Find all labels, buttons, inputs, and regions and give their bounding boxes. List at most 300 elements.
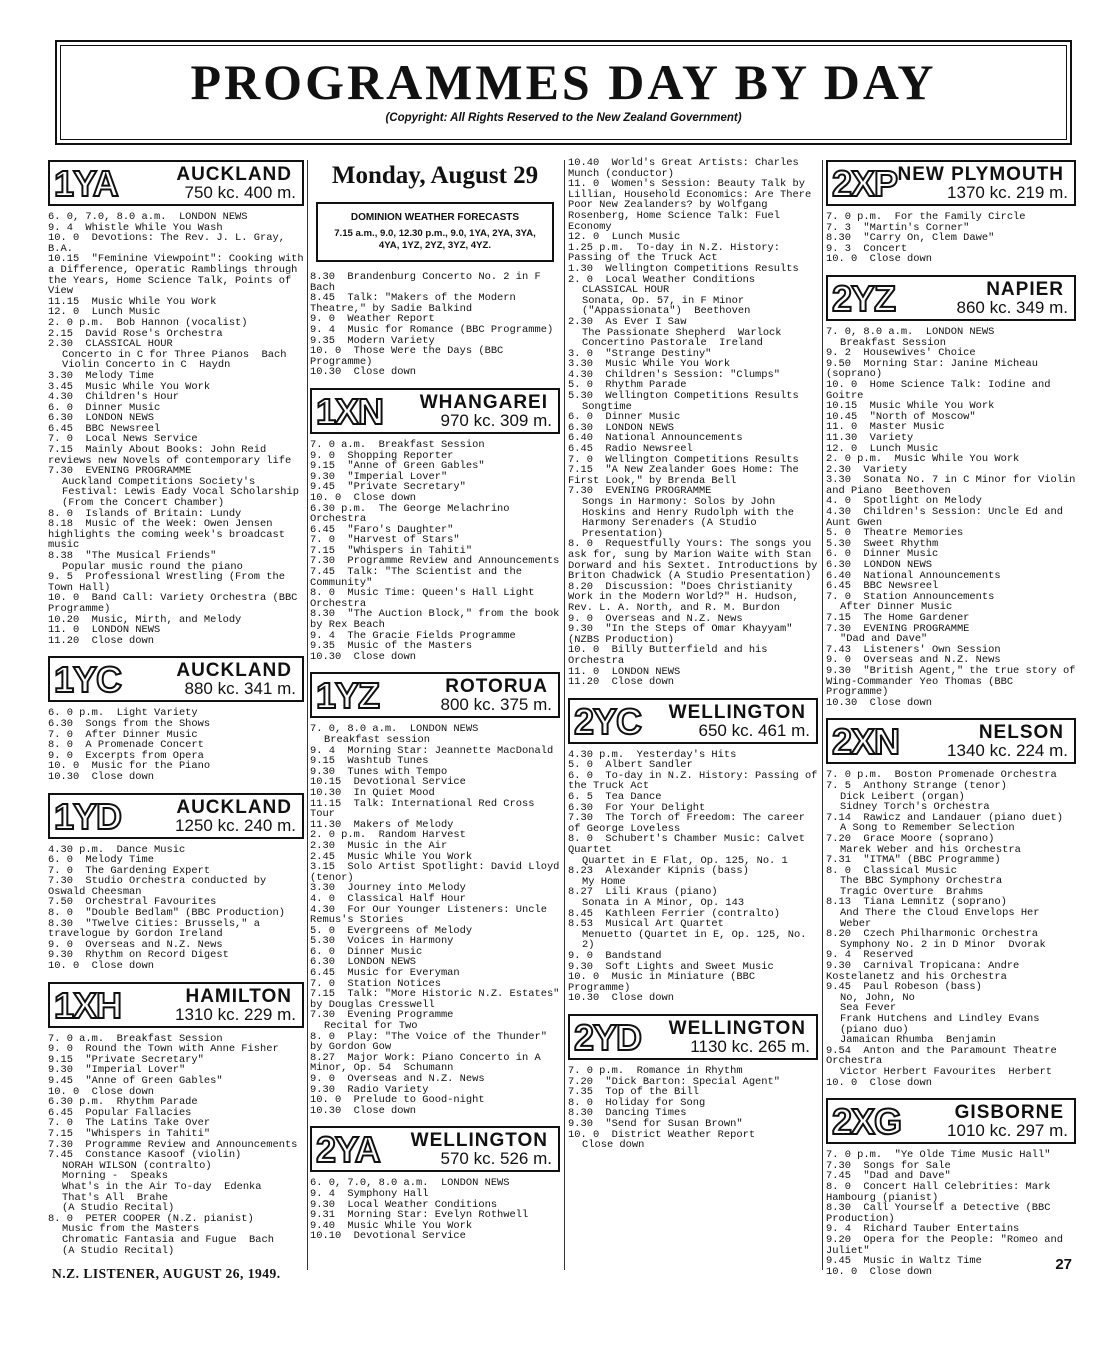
programme-line: 4. 0 Spotlight on Melody bbox=[826, 495, 982, 508]
programme-line: 8.30 Call Yourself a Detective (BBC Production) bbox=[826, 1202, 1057, 1225]
programme-line: 7. 0, 8.0 a.m. LONDON NEWS bbox=[826, 325, 995, 338]
station-header bbox=[310, 672, 560, 718]
programme-line: 8. 0 PETER COOPER (N.Z. pianist) bbox=[48, 1212, 254, 1225]
station-city: AUCKLAND bbox=[176, 796, 292, 818]
programme-line: Auckland Competitions Society's Festival: Lewis Eady Vocal Scholarship (From the Concert Chamber) bbox=[62, 475, 306, 510]
programme-line: 3.30 Sonata No. 7 in C Minor for Violin and Piano Beethoven bbox=[826, 474, 1082, 497]
programme-line: 6.30 LONDON NEWS bbox=[568, 421, 675, 434]
programme-line: 10.30 In Quiet Mood bbox=[310, 786, 435, 799]
programme-line: Breakfast Session bbox=[840, 336, 947, 349]
station-header bbox=[310, 388, 560, 434]
programme-line: 9.50 Morning Star: Janine Micheau (soprano) bbox=[826, 357, 1045, 381]
programme-line: 11.30 Variety bbox=[826, 431, 914, 444]
programme-line: 9.31 Morning Star: Evelyn Rothwell bbox=[310, 1209, 529, 1222]
programme-line: 3.45 Music While You Work bbox=[48, 380, 211, 393]
programme-line: 9. 4 Morning Star: Jeannette MacDonald bbox=[310, 744, 554, 757]
programme-line: 2.30 CLASSICAL HOUR bbox=[48, 338, 173, 351]
programme-line: 9.30 "Send for Susan Brown" bbox=[568, 1117, 743, 1130]
programme-line: 6.45 BBC Newsreel bbox=[48, 422, 161, 435]
programme-line: 9.45 Paul Robeson (bass) bbox=[826, 981, 982, 994]
station-block bbox=[568, 1014, 818, 1151]
programme-line: 9.30 Local Weather Conditions bbox=[310, 1198, 498, 1211]
programme-line: 7. 5 Anthony Strange (tenor) bbox=[826, 779, 1007, 792]
programme-line: 9. 0 Overseas and N.Z. News bbox=[826, 654, 1001, 667]
station-header bbox=[48, 982, 304, 1028]
programme-line: 3.30 Music While You Work bbox=[568, 358, 731, 371]
programme-line: 10. 0 Billy Butterfield and his Orchestra bbox=[568, 644, 774, 667]
programme-line: 8.18 Music of the Week: Owen Jensen highlights the coming week's broadcast music bbox=[48, 518, 292, 552]
programme-line: 7.30 Programme Review and Announcements bbox=[310, 555, 560, 568]
station-call-sign: 1YA bbox=[54, 163, 118, 204]
programme-line: 8. 0 "Double Bedlam" (BBC Production) bbox=[48, 907, 285, 920]
programme-line: Tragic Overture Brahms bbox=[840, 885, 984, 898]
programme-line: 7. 0 Station Notices bbox=[310, 977, 441, 990]
column-2 bbox=[310, 158, 566, 1243]
programme-line: 8. 0 Islands of Britain: Lundy bbox=[48, 507, 242, 520]
programme-line: 7. 0 p.m. "Ye Olde Time Music Hall" bbox=[826, 1149, 1051, 1162]
programme-line: 10. 0 Home Science Talk: Iodine and Goitre bbox=[826, 378, 1057, 402]
programme-line: 12. 0 Lunch Music bbox=[568, 231, 681, 244]
programme-line: 9.30 Tunes with Tempo bbox=[310, 765, 448, 778]
station-frequency: 1310 kc. 229 m. bbox=[175, 1004, 296, 1024]
programme-line: 9.15 "Anne of Green Gables" bbox=[310, 460, 485, 473]
programme-line: 7.45 Talk: "The Scientist and the Community" bbox=[310, 566, 529, 589]
programme-line: 4.30 Children's Hour bbox=[48, 391, 179, 404]
programme-line: 10. 0 Close down bbox=[826, 253, 933, 266]
day-title: Monday, August 29 bbox=[331, 162, 539, 189]
programme-line: 10. 0 Music in Miniature (BBC Programme) bbox=[568, 971, 762, 994]
station-city: NEW PLYMOUTH bbox=[897, 164, 1064, 185]
programme-line: 6. 0 Dinner Music bbox=[826, 548, 939, 561]
programme-line: 9.35 Modern Variety bbox=[310, 334, 435, 347]
column-divider bbox=[307, 160, 308, 1270]
station-frequency: 1340 kc. 224 m. bbox=[947, 741, 1068, 761]
programme-line: After Dinner Music bbox=[840, 601, 953, 614]
station-header bbox=[48, 160, 304, 206]
programme-line: 8.20 Czech Philharmonic Orchestra bbox=[826, 928, 1039, 941]
programme-line: 2.30 As Ever I Saw bbox=[568, 315, 687, 328]
column-1 bbox=[48, 158, 310, 1257]
programme-line: 6.30 LONDON NEWS bbox=[310, 956, 417, 969]
station-frequency: 750 kc. 400 m. bbox=[184, 183, 296, 202]
programme-line: 7. 0 Station Announcements bbox=[826, 590, 995, 603]
programme-line: Concertino Pastorale Ireland bbox=[582, 337, 763, 350]
programme-line: 10.15 "Feminine Viewpoint": Cooking with a Difference, Operatic Ramblings through the Years, Home Science Talk, Points of View bbox=[48, 253, 310, 298]
programme-line: Songtime bbox=[582, 400, 632, 413]
station-header bbox=[48, 793, 304, 839]
programme-line: 6. 0 Melody Time bbox=[48, 854, 155, 867]
page-number: 27 bbox=[1055, 1256, 1072, 1273]
station-block bbox=[48, 793, 304, 972]
programme-line: 7. 3 "Martin's Corner" bbox=[826, 221, 970, 234]
programme-line: 2. 0 p.m. Random Harvest bbox=[310, 829, 466, 842]
programme-line: 6.45 BBC Newsreel bbox=[826, 580, 939, 593]
programme-line: 2.30 Music in the Air bbox=[310, 839, 448, 852]
programme-line: 7.30 Studio Orchestra conducted by Oswald Cheesman bbox=[48, 875, 273, 898]
programme-line: Marek Weber and his Orchestra bbox=[840, 843, 1021, 856]
programme-line: 6.45 Popular Fallacies bbox=[48, 1106, 192, 1119]
programme-line: My Home bbox=[582, 875, 626, 888]
programme-line: The Passionate Shepherd Warlock bbox=[582, 326, 782, 339]
programme-line: 7.14 Rawicz and Landauer (piano duet) bbox=[826, 811, 1063, 824]
programme-line: NORAH WILSON (contralto) bbox=[62, 1159, 212, 1172]
programme-line: 6.30 Songs from the Shows bbox=[48, 717, 211, 730]
station-call-sign: 1YD bbox=[54, 795, 122, 837]
station-city: AUCKLAND bbox=[176, 164, 292, 185]
programme-line: Violin Concerto in C Haydn bbox=[62, 359, 231, 372]
programme-line: 10. 0 Close down bbox=[826, 1076, 933, 1089]
page-title: PROGRAMMES DAY BY DAY bbox=[190, 54, 937, 110]
programme-line: 4.30 p.m. Dance Music bbox=[48, 843, 186, 856]
programme-line: 4.30 Children's Session: "Clumps" bbox=[568, 368, 781, 381]
programme-line: 6.45 "Faro's Daughter" bbox=[310, 523, 454, 536]
programme-line: 9.20 Opera for the People: "Romeo and Juliet" bbox=[826, 1233, 1070, 1257]
station-frequency: 860 kc. 349 m. bbox=[956, 297, 1068, 317]
station-frequency: 1370 kc. 219 m. bbox=[947, 183, 1068, 202]
station-header bbox=[826, 1098, 1076, 1144]
programme-line: 8.30 "Carry On, Clem Dawe" bbox=[826, 232, 995, 245]
programme-line: 9. 4 Richard Tauber Entertains bbox=[826, 1223, 1020, 1236]
programme-line: 8. 0 Music Time: Queen's Hall Light Orchestra bbox=[310, 587, 541, 610]
programme-line: 10.15 Music While You Work bbox=[826, 400, 995, 413]
programme-line: Breakfast session bbox=[324, 734, 431, 746]
programme-line: 7.15 "Whispers in Tahiti" bbox=[310, 544, 473, 557]
station-frequency: 1010 kc. 297 m. bbox=[947, 1121, 1068, 1141]
programme-line: 8.13 Tiana Lemnitz (soprano) bbox=[826, 896, 1007, 909]
programme-line: 7.30 EVENING PROGRAMME bbox=[826, 622, 970, 635]
programme-line: 9. 0 Overseas and N.Z. News bbox=[568, 612, 743, 625]
station-header bbox=[826, 160, 1076, 206]
station-city: NELSON bbox=[978, 722, 1064, 744]
programme-line: 10. 0 Those Were the Days (BBC Programme) bbox=[310, 345, 510, 368]
programme-line: 8.27 Lili Kraus (piano) bbox=[568, 886, 718, 899]
programme-line: 7.45 Constance Kasoof (violin) bbox=[48, 1149, 242, 1162]
programme-line: 11.20 Close down bbox=[48, 634, 155, 647]
programme-line: 7.30 The Torch of Freedom: The career of George Loveless bbox=[568, 812, 812, 835]
station-city: WELLINGTON bbox=[668, 1017, 806, 1039]
station-block bbox=[48, 982, 304, 1256]
programme-line: 8.53 Musical Art Quartet bbox=[568, 918, 724, 931]
programme-line: 10.30 Close down bbox=[310, 650, 417, 663]
programme-line: 1.30 Wellington Competitions Results bbox=[568, 262, 799, 275]
programme-line: 7.30 Songs for Sale bbox=[826, 1159, 951, 1172]
programme-line: 9. 0 Overseas and N.Z. News bbox=[48, 938, 223, 951]
programme-line: 8. 0 Holiday for Song bbox=[568, 1096, 706, 1109]
programme-line: 6.45 Radio Newsreel bbox=[568, 443, 693, 456]
programme-line: 6. 0 To-day in N.Z. History: Passing of the Truck Act bbox=[568, 769, 824, 793]
programme-line: 10.20 Music, Mirth, and Melody bbox=[48, 613, 242, 626]
programme-line: 11.30 Makers of Melody bbox=[310, 818, 454, 831]
programme-line: 7.30 EVENING PROGRAMME bbox=[48, 465, 192, 478]
programme-line: 3. 0 "Strange Destiny" bbox=[568, 347, 712, 360]
station-city: GISBORNE bbox=[954, 1102, 1064, 1124]
programme-line: 8. 0 Requestfully Yours: The songs you ask for, sung by Marion Waite with Stan Dorward and his Sextet. Introductions by Briton Chadwick (A Studio Presentation) bbox=[568, 538, 824, 583]
programme-line: 8.30 Brandenburg Concerto No. 2 in F Bach bbox=[310, 271, 554, 294]
station-block bbox=[310, 1126, 560, 1242]
station-block bbox=[826, 1098, 1076, 1277]
programme-line: 7. 0 "Harvest of Stars" bbox=[310, 534, 460, 547]
programme-line: 6. 5 Tea Dance bbox=[568, 791, 662, 804]
programme-line: Symphony No. 2 in D Minor Dvorak bbox=[840, 938, 1046, 951]
programme-line: And There the Cloud Envelops Her Weber bbox=[840, 907, 1053, 930]
programme-line: 11. 0 LONDON NEWS bbox=[568, 665, 681, 678]
programme-line: 6.30 p.m. Rhythm Parade bbox=[48, 1096, 198, 1109]
programme-line: 7.20 "Dick Barton: Special Agent" bbox=[568, 1075, 781, 1088]
programme-line: 9.45 "Private Secretary" bbox=[310, 481, 466, 494]
programme-line: 9. 2 Housewives' Choice bbox=[826, 347, 976, 360]
programme-line: 3.15 Solo Artist Spotlight: David Lloyd (tenor) bbox=[310, 861, 566, 884]
programme-line: 5. 0 Albert Sandler bbox=[568, 759, 693, 772]
station-frequency: 650 kc. 461 m. bbox=[698, 720, 810, 740]
programme-line: 8. 0 Play: "The Voice of the Thunder" by Gordon Gow bbox=[310, 1030, 554, 1054]
programme-line: 8.45 Talk: "Makers of the Modern Theatre," by Sadie Balkind bbox=[310, 292, 523, 315]
programme-line: 6.30 LONDON NEWS bbox=[826, 559, 933, 572]
programme-line: 7.43 Listeners' Own Session bbox=[826, 643, 1001, 656]
programme-line: 7.31 "ITMA" (BBC Programme) bbox=[826, 854, 1001, 867]
station-call-sign: 2YA bbox=[316, 1129, 380, 1171]
programme-line: 9.45 Music in Waltz Time bbox=[826, 1255, 982, 1268]
programme-line: 2.15 David Rose's Orchestra bbox=[48, 327, 223, 340]
station-city: ROTORUA bbox=[445, 676, 548, 698]
programme-line: 10. 0 Close down bbox=[48, 960, 155, 973]
programme-line: 7.15 Mainly About Books: John Reid reviews new Novels of contemporary life bbox=[48, 444, 292, 467]
programme-line: 7. 0 The Gardening Expert bbox=[48, 864, 211, 877]
programme-line: 8.38 "The Musical Friends" bbox=[48, 550, 217, 562]
station-header bbox=[826, 718, 1076, 764]
programme-line: 8.30 "Twelve Cities: Brussels," a travelogue by Gordon Ireland bbox=[48, 917, 267, 941]
programme-line: 7. 0 Local News Service bbox=[48, 433, 198, 446]
programme-line: 2.30 Variety bbox=[826, 463, 908, 476]
programme-line: 6.30 LONDON NEWS bbox=[48, 412, 155, 425]
programme-line: What's in the Air To-day Edenka bbox=[62, 1180, 262, 1193]
masthead bbox=[55, 40, 1072, 145]
column-divider bbox=[564, 160, 565, 1270]
programme-line: 11. 0 Women's Session: Beauty Talk by Lillian, Household Economics: Are There Poor New Zealanders? by Wolfgang Rosenberg, Home Science Talk: Fuel Economy bbox=[568, 178, 818, 233]
programme-line: 4.30 For Our Younger Listeners: Uncle Remus's Stories bbox=[310, 903, 554, 927]
programme-line: 10.45 "North of Moscow" bbox=[826, 410, 976, 423]
programme-line: 11. 0 Master Music bbox=[826, 421, 945, 434]
copyright-notice: (Copyright: All Rights Reserved to the New Zealand Government) bbox=[385, 112, 742, 124]
programme-line: 7. 0 a.m. Breakfast Session bbox=[310, 438, 485, 451]
programme-line: 6. 0, 7.0, 8.0 a.m. LONDON NEWS bbox=[310, 1177, 510, 1190]
programme-line: Sea Fever bbox=[840, 1002, 897, 1015]
station-block bbox=[826, 275, 1082, 709]
programme-line: (A Studio Recital) bbox=[62, 1244, 175, 1257]
programme-line: 7.15 Talk: "More Historic N.Z. Estates" by Douglas Cresswell bbox=[310, 988, 566, 1011]
programme-line: 3.30 Journey into Melody bbox=[310, 882, 466, 895]
station-city: HAMILTON bbox=[185, 985, 292, 1007]
programme-line: Frank Hutchens and Lindley Evans (piano duo) bbox=[840, 1013, 1046, 1036]
programme-line: 6. 0, 7.0, 8.0 a.m. LONDON NEWS bbox=[48, 211, 248, 223]
station-call-sign: 2XN bbox=[832, 721, 900, 763]
programme-line: 9. 3 Concert bbox=[826, 242, 908, 255]
programme-line: 10. 0 Close down bbox=[310, 491, 417, 504]
programme-line: Chromatic Fantasia and Fugue Bach bbox=[62, 1233, 275, 1246]
programme-line: 10. 0 Music for the Piano bbox=[48, 760, 211, 773]
station-call-sign: 2XP bbox=[832, 163, 898, 204]
station-header bbox=[568, 698, 818, 744]
programme-line: Victor Herbert Favourites Herbert bbox=[840, 1065, 1053, 1078]
programme-line: 2. 0 p.m. Bob Hannon (vocalist) bbox=[48, 316, 248, 329]
programme-line: 10.10 Devotional Service bbox=[310, 1230, 466, 1243]
programme-line: 10. 0 Devotions: The Rev. J. L. Gray, B.A. bbox=[48, 232, 292, 255]
programme-line: Close down bbox=[582, 1139, 645, 1152]
station-call-sign: 1YZ bbox=[316, 675, 380, 717]
programme-line: 8. 0 Concert Hall Celebrities: Mark Hambourg (pianist) bbox=[826, 1180, 1057, 1204]
programme-line: 9.30 "British Agent," the true story of Wing-Commander Yeo Thomas (BBC Programme) bbox=[826, 664, 1082, 699]
station-block bbox=[826, 718, 1076, 1088]
programme-line: 4. 0 Classical Half Hour bbox=[310, 892, 466, 905]
programme-line: 9.35 Music of the Masters bbox=[310, 640, 473, 653]
programme-line: 7.50 Orchestral Favourites bbox=[48, 896, 217, 909]
programme-line: 7.30 EVENING PROGRAMME bbox=[568, 485, 712, 498]
programme-line: 7. 0, 8.0 a.m. LONDON NEWS bbox=[310, 723, 479, 736]
programme-line: 11.15 Music While You Work bbox=[48, 295, 217, 308]
programme-line: 9. 0 Excerpts from Opera bbox=[48, 749, 204, 762]
programme-line: Dick Leibert (organ) bbox=[840, 790, 965, 803]
programme-line: 12. 0 Lunch Music bbox=[48, 306, 161, 319]
programme-line: 10.40 World's Great Artists: Charles Munch (conductor) bbox=[568, 157, 805, 180]
programme-line: 9. 0 Overseas and N.Z. News bbox=[310, 1073, 485, 1085]
programme-line: 10.30 Close down bbox=[310, 1104, 417, 1117]
station-block bbox=[568, 698, 824, 1005]
programme-line: 7.20 Grace Moore (soprano) bbox=[826, 832, 995, 845]
station-header bbox=[826, 275, 1076, 321]
station-frequency: 1250 kc. 240 m. bbox=[175, 815, 296, 835]
programme-line: 6.45 Music for Everyman bbox=[310, 967, 460, 980]
station-frequency: 1130 kc. 265 m. bbox=[690, 1036, 810, 1056]
station-frequency: 800 kc. 375 m. bbox=[440, 695, 552, 715]
programme-line: 8.30 "The Auction Block," from the book by Rex Beach bbox=[310, 608, 566, 632]
programme-line: No, John, No bbox=[840, 991, 915, 1004]
programme-line: 9. 4 Music for Romance (BBC Programme) bbox=[310, 323, 554, 336]
station-header bbox=[568, 1014, 818, 1060]
footer-publication: N.Z. LISTENER, AUGUST 26, 1949. bbox=[52, 1266, 281, 1281]
programme-line: 11.15 Talk: International Red Cross Tour bbox=[310, 797, 541, 821]
programme-line: 9.15 Washtub Tunes bbox=[310, 755, 429, 768]
station-city: WELLINGTON bbox=[410, 1130, 548, 1152]
programme-line: 7.30 Evening Programme bbox=[310, 1009, 454, 1022]
station-call-sign: 2XG bbox=[832, 1101, 902, 1143]
programme-line: 5. 0 Evergreens of Melody bbox=[310, 924, 473, 937]
station-header bbox=[48, 656, 304, 702]
programme-line: 9.40 Music While You Work bbox=[310, 1219, 473, 1232]
programme-line: 9. 0 Shopping Reporter bbox=[310, 449, 454, 462]
station-block bbox=[826, 160, 1076, 265]
programme-line: Quartet in E Flat, Op. 125, No. 1 bbox=[582, 854, 788, 867]
station-call-sign: 1YC bbox=[54, 659, 122, 701]
programme-line: 2. 0 Local Weather Conditions bbox=[568, 273, 756, 286]
programme-line: Sidney Torch's Orchestra bbox=[840, 801, 990, 814]
programme-line: 6.40 National Announcements bbox=[568, 432, 743, 445]
programme-line: 6.30 For Your Delight bbox=[568, 801, 706, 814]
programme-line: 6. 0 p.m. Light Variety bbox=[48, 707, 198, 720]
programme-line: 9.30 "In the Steps of Omar Khayyam" (NZBS Production) bbox=[568, 623, 799, 646]
programme-line: 5. 0 Theatre Memories bbox=[826, 527, 964, 540]
station-call-sign: 2YD bbox=[574, 1016, 642, 1058]
programme-line: 7.15 "Whispers in Tahiti" bbox=[48, 1127, 211, 1140]
programme-line: 10. 0 Prelude to Good-night bbox=[310, 1094, 485, 1107]
programme-line: 5.30 Sweet Rhythm bbox=[826, 537, 939, 550]
programme-line: That's All Brahe bbox=[62, 1191, 169, 1204]
programme-line: Sonata, Op. 57, in F Minor ("Appassionata") Beethoven bbox=[582, 294, 751, 318]
station-call-sign: 2YC bbox=[574, 700, 642, 742]
station-frequency: 970 kc. 309 m. bbox=[440, 410, 552, 430]
station-city: NAPIER bbox=[986, 278, 1064, 300]
programme-line: Popular music round the piano bbox=[62, 560, 243, 573]
station-header bbox=[310, 1126, 560, 1172]
programme-line: The BBC Symphony Orchestra bbox=[840, 875, 1003, 888]
programme-line: Jamaican Rhumba Benjamin bbox=[840, 1034, 996, 1047]
programme-line: Music from the Masters bbox=[62, 1223, 200, 1236]
programme-line: 8. 0 Classical Music bbox=[826, 864, 957, 877]
programme-line: 10.30 Close down bbox=[310, 366, 417, 379]
programme-line: 9.15 "Private Secretary" bbox=[48, 1053, 204, 1066]
continued-listings bbox=[310, 272, 560, 378]
programme-line: Menuetto (Quartet in E, Op. 125, No. 2) bbox=[582, 928, 813, 952]
programme-line: 3.30 Melody Time bbox=[48, 369, 155, 382]
programme-line: 10. 0 Close down bbox=[48, 1085, 155, 1098]
programme-line: 2. 0 p.m. Music While You Work bbox=[826, 453, 1020, 466]
programme-line: Recital for Two bbox=[324, 1020, 418, 1033]
programme-line: 9.54 Anton and the Paramount Theatre Orchestra bbox=[826, 1044, 1063, 1068]
station-block bbox=[48, 656, 304, 782]
column-4 bbox=[826, 158, 1082, 1278]
programme-line: 9. 0 Bandstand bbox=[568, 949, 662, 962]
weather-text: 7.15 a.m., 9.0, 12.30 p.m., 9.0, 1YA, 2YA, 3YA, 4YA, 1YZ, 2YZ, 3YZ, 4YZ. bbox=[334, 228, 536, 251]
programme-line: 10.30 Close down bbox=[568, 992, 675, 1005]
programme-line: 9.30 "Imperial Lover" bbox=[310, 470, 448, 483]
programme-line: 1.25 p.m. To-day in N.Z. History: Passing of the Truck Act bbox=[568, 241, 787, 265]
programme-line: 7.15 The Home Gardener bbox=[826, 612, 970, 624]
station-call-sign: 1XN bbox=[316, 390, 384, 432]
programme-line: 8. 0 A Promenade Concert bbox=[48, 739, 204, 752]
station-city: WHANGAREI bbox=[419, 391, 548, 413]
column-divider bbox=[822, 160, 823, 1270]
programme-line: 10.30 Close down bbox=[48, 770, 155, 783]
programme-line: 10.15 Devotional Service bbox=[310, 776, 466, 789]
programme-line: Sonata in A Minor, Op. 143 bbox=[582, 897, 745, 909]
station-call-sign: 1XH bbox=[54, 984, 122, 1026]
programme-line: 9.30 Carnival Tropicana: Andre Kostelanetz and his Orchestra bbox=[826, 960, 1026, 983]
programme-line: 6.30 p.m. The George Melachrino Orchestra bbox=[310, 502, 516, 526]
station-frequency: 570 kc. 526 m. bbox=[440, 1149, 552, 1169]
programme-line: CLASSICAL HOUR bbox=[582, 284, 670, 297]
programme-line: 7. 0 a.m. Breakfast Session bbox=[48, 1032, 223, 1045]
programme-line: 6. 0 Dinner Music bbox=[310, 945, 423, 958]
programme-line: "Dad and Dave" bbox=[840, 633, 928, 646]
programme-line: 7. 0 p.m. For the Family Circle bbox=[826, 211, 1026, 223]
programme-line: 7.45 "Dad and Dave" bbox=[826, 1170, 951, 1183]
programme-line: 9. 5 Professional Wrestling (From the Town Hall) bbox=[48, 571, 292, 594]
programme-line: 5. 0 Rhythm Parade bbox=[568, 379, 687, 392]
programme-line: 5.30 Wellington Competitions Results bbox=[568, 390, 799, 403]
programme-line: 10. 0 District Weather Report bbox=[568, 1128, 756, 1141]
programme-line: 8.20 Discussion: "Does Christianity Work in the Modern World?" H. Hudson, Rev. L. A. North, and R. M. Burdon bbox=[568, 580, 805, 614]
programme-line: Concerto in C for Three Pianos Bach bbox=[62, 348, 287, 361]
programme-line: 8.30 Dancing Times bbox=[568, 1107, 687, 1120]
programme-line: 9.30 "Imperial Lover" bbox=[48, 1064, 186, 1077]
programme-line: 5.30 Voices in Harmony bbox=[310, 935, 454, 948]
programme-line: 10. 0 Band Call: Variety Orchestra (BBC Programme) bbox=[48, 592, 304, 615]
programme-line: 7. 0 After Dinner Music bbox=[48, 728, 198, 741]
station-listings bbox=[568, 698, 824, 1152]
continued-listings bbox=[568, 157, 824, 689]
programme-line: 10. 0 Close down bbox=[826, 1265, 933, 1278]
programme-line: 4.30 p.m. Yesterday's Hits bbox=[568, 748, 737, 761]
station-listings bbox=[310, 388, 566, 1243]
programme-line: 7. 0 The Latins Take Over bbox=[48, 1117, 211, 1130]
